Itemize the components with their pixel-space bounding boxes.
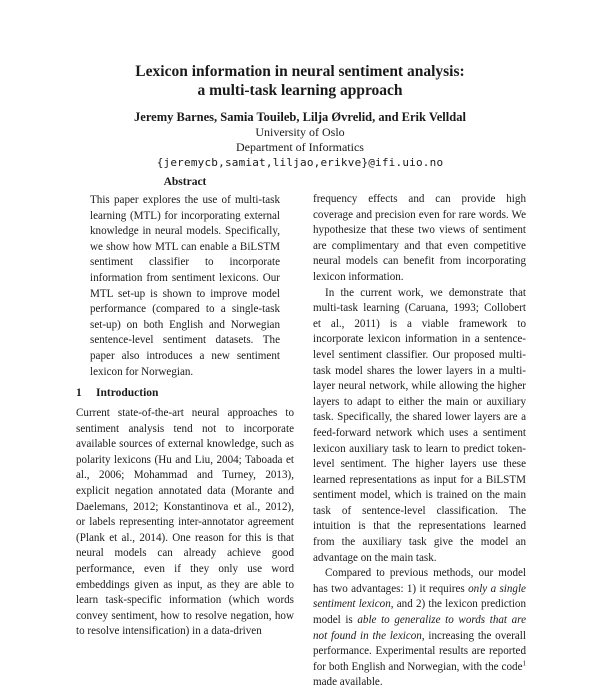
p3-text-b: , and 2) the lexicon prediction model is (313, 598, 526, 627)
p3-text-a: Compared to previous methods, our model has two advantages: 1) it requires (313, 567, 526, 595)
section-title: Introduction (96, 387, 159, 399)
title-line-2: a multi-task learning approach (197, 82, 403, 99)
paper-title (0, 62, 600, 100)
intro-paragraph-1: Current state-of-the-art neural approaches to sentiment analysis tend not to incorporate available sources of external knowledge, such as polarity lexicons (Hu and Liu, 2004; Taboada et al., 2006; Mohammad and Turney, 2013), explicit negation annotated data (Morante and Daelemans, 2012; Konstantinova et al., 2012), or labels representing inter-annotator agreement (Plank et al., 2014). One reason for this is that neural models can already achieve good performance, even if they only use word embeddings given as input, as they are able to learn task-specific information (which words convey sentiment, how to resolve negation, how to resolve intensification) in a data-driven (76, 407, 294, 638)
p3-emph-1: only a single sentiment lexicon (313, 582, 526, 611)
section-number: 1 (76, 387, 82, 399)
p3-emph-2: able to generalize to words that are not found in the lexicon (313, 614, 526, 642)
p3-text-c: , increasing the overall performance. Experimental results are reported for both English and Norwegian, with the code (313, 629, 526, 673)
introduction-body-left (76, 406, 294, 640)
author-list: Jeremy Barnes, Samia Touileb, Lilja Øvrelid, and Erik Velldal (134, 110, 466, 124)
title-line-1: Lexicon information in neural sentiment analysis: (135, 63, 465, 80)
abstract-heading: Abstract (163, 176, 207, 188)
p3-text-d: made available. (313, 676, 383, 689)
abstract-body (90, 193, 280, 380)
affiliation-department: Department of Informatics (236, 140, 364, 154)
section-heading-introduction (76, 387, 158, 399)
right-paragraph-2: In the current work, we demonstrate that multi-task learning (Caruana, 1993; Collobert et al., 2011) is a viable framework to incorporate lexicon information in a sentence-level sentiment classifier. Our proposed multi-task model shares the lower layers in a multi-layer neural network, while allowing the higher layers to adapt to either the main or auxiliary task. Specifically, the shared lower layers are a feed-forward network which uses a sentiment lexicon auxiliary task to learn to predict token-level sentiment. The higher layers use these learned representations as input for a BiLSTM sentiment model, which is trained on the main task of sentence-level classification. The intuition is that the representations learned from the auxiliary task give the model an advantage on the main task. (313, 286, 526, 564)
abstract-text: This paper explores the use of multi-task learning (MTL) for incorporating external knowledge in neural models. Specifically, we show how MTL can enable a BiLSTM sentiment classifier to incorporate information from sentiment lexicons. Our MTL set-up is shown to improve model performance (compared to a single-task set-up) on both English and Norwegian sentence-level sentiment datasets. The paper also introduces a new sentiment lexicon for Norwegian. (90, 194, 280, 378)
right-paragraph-1: frequency effects and can provide high coverage and precision even for rare words. We hypothesize that these two views of sentiment are complimentary and that even competitive neural models can benefit from incorporating lexicon information. (313, 193, 526, 283)
affiliation-university: University of Oslo (255, 125, 345, 139)
right-paragraph-3 (313, 566, 526, 691)
author-emails: {jeremycb,samiat,liljao,erikve}@ifi.uio.no (156, 156, 444, 169)
footnote-marker: 1 (522, 659, 526, 668)
right-column (313, 192, 526, 691)
